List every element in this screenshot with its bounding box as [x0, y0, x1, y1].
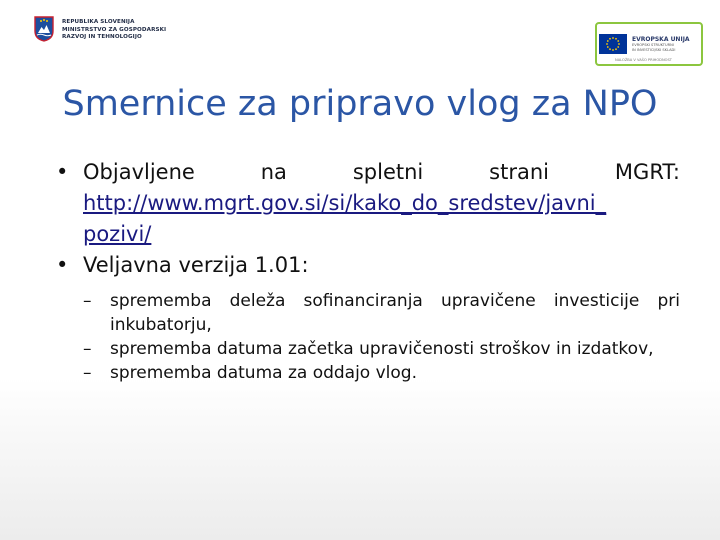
subitem-text: sprememba datuma začetka upravičenosti stroškov in izdatkov,	[110, 339, 654, 359]
eu-line-3: IN INVESTICIJSKI SKLADI	[632, 47, 676, 52]
subitem-text: sprememba datuma za oddajo vlog.	[110, 363, 417, 383]
ministry-logo	[34, 16, 166, 42]
bullet-item-version	[56, 250, 680, 281]
dash-icon: –	[83, 291, 92, 311]
ministry-line-2: MINISTRSTVO ZA GOSPODARSKI	[62, 26, 167, 33]
ministry-line-3: RAZVOJ IN TEHNOLOGIJO	[62, 34, 142, 41]
subitem-text: sprememba deleža sofinanciranja upravičene investicije pri inkubatorju,	[110, 291, 680, 335]
lead-word: strani	[489, 160, 549, 184]
ministry-name	[62, 16, 166, 42]
version-text: Veljavna verzija 1.01:	[83, 253, 309, 277]
slide-title: Smernice za pripravo vlog za NPO	[62, 84, 658, 124]
eu-line-1: EVROPSKA UNIJA	[632, 36, 690, 44]
lead-word: Objavljene	[83, 160, 195, 184]
subitem-eligibility-start	[56, 337, 680, 361]
eu-line-2: EVROPSKI STRUKTURNI	[632, 43, 674, 48]
subitem-cofinancing	[56, 289, 680, 337]
eu-logo-text	[632, 36, 690, 52]
lead-word: na	[260, 160, 287, 184]
mgrt-link-line-1: http://www.mgrt.gov.si/si/kako_do_sredstev/javni_	[83, 191, 607, 215]
dash-icon: –	[83, 363, 92, 383]
bullet-dot-icon: •	[56, 253, 69, 277]
ministry-line-1: REPUBLIKA SLOVENIJA	[62, 19, 135, 25]
published-lead-text	[83, 157, 680, 188]
slide-body	[56, 157, 680, 385]
subitem-submission-date	[56, 361, 680, 385]
lead-word: MGRT:	[614, 160, 680, 184]
bullet-dot-icon: •	[56, 160, 69, 184]
eu-flag-icon	[599, 34, 627, 54]
bullet-item-published	[56, 157, 680, 250]
mgrt-link[interactable]	[83, 188, 680, 250]
eu-footer-text: NALOŽBA V VAŠO PRIHODNOST	[615, 58, 672, 62]
slovenia-coat-of-arms-icon	[34, 16, 54, 42]
dash-icon: –	[83, 339, 92, 359]
lead-word: spletni	[352, 160, 424, 184]
mgrt-link-line-2: pozivi/	[83, 222, 152, 246]
